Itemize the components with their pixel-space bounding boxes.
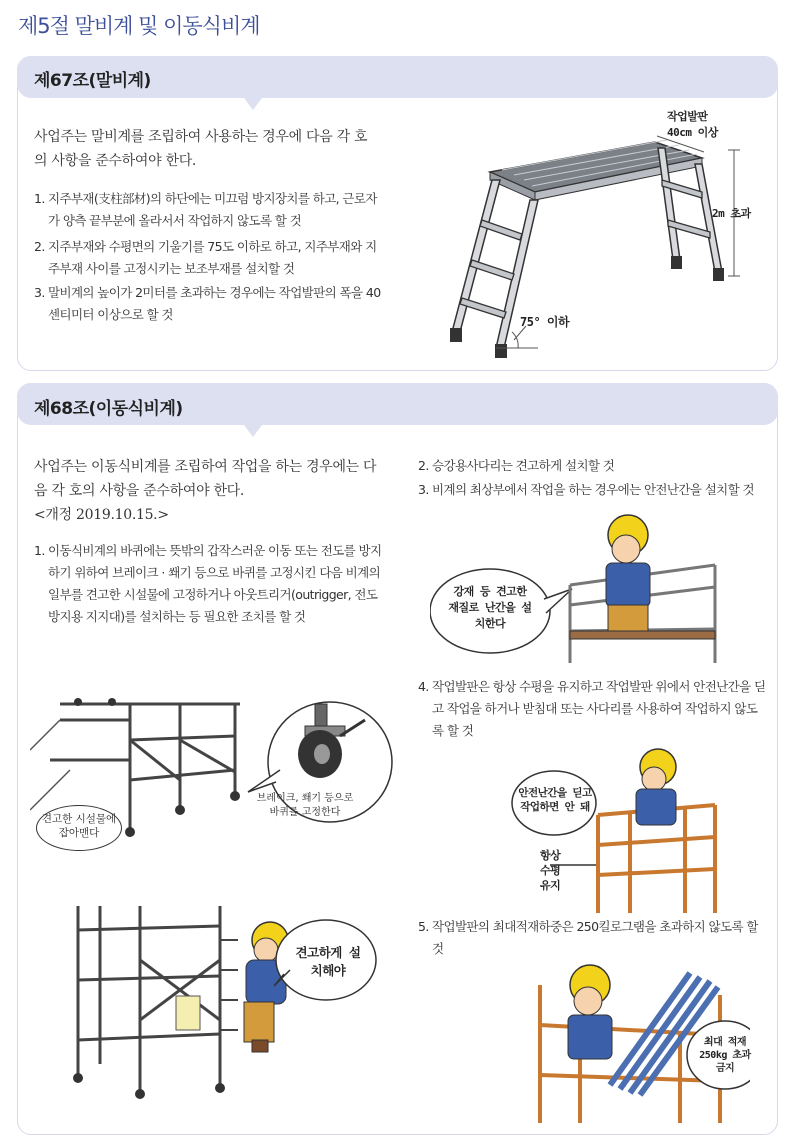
section-68-title: 제68조(이동식비계) — [34, 399, 183, 419]
item-number: 1. — [34, 191, 45, 206]
item-number: 3. — [418, 482, 429, 497]
item-number: 3. — [34, 285, 45, 300]
bubble-fixed-structure: 견고한 시설물에 잡아맨다 — [36, 805, 122, 851]
section-67-title: 제67조(말비계) — [34, 71, 151, 91]
section-67-header-pointer — [244, 98, 262, 110]
section-68-item-1 — [34, 540, 382, 628]
section-67-intro: 사업주는 말비계를 조립하여 사용하는 경우에 다음 각 호의 사항을 준수하여야 한다. — [34, 129, 368, 169]
item-text: 지주부재와 수평면의 기울기를 75도 이하로 하고, 지주부재와 지주부재 사이를 고정시키는 보조부재를 설치할 것 — [48, 239, 377, 276]
section-68-revision: <개정 2019.10.15.> — [34, 507, 169, 523]
item-text: 작업발판은 항상 수평을 유지하고 작업발판 위에서 안전난간을 딛고 작업을 하거나 받침대 또는 사다리를 사용하여 작업하지 않도록 할 것 — [432, 679, 766, 738]
item-number: 2. — [418, 458, 429, 473]
bubble-brake: 브레이크, 쐐기 등으로 바퀴를 고정한다 — [256, 793, 354, 818]
page-title: 제5절 말비계 및 이동식비계 — [18, 14, 260, 38]
item-text: 비계의 최상부에서 작업을 하는 경우에는 안전난간을 설치할 것 — [432, 482, 754, 497]
section-68-item-5 — [418, 916, 766, 960]
section-68-header-pointer — [244, 425, 262, 437]
section-68-item-3 — [418, 479, 766, 501]
section-67-item-3 — [34, 282, 382, 326]
item-text: 작업발판의 최대적재하중은 250킬로그램을 초과하지 않도록 할 것 — [432, 919, 758, 956]
item-number: 1. — [34, 543, 45, 558]
horse-scaffold-illustration — [440, 100, 770, 360]
item-text: 말비계의 높이가 2미터를 초과하는 경우에는 작업발판의 폭을 40센티미터 이상으로 할 것 — [48, 285, 381, 322]
bubble-railing: 강재 등 견고한 재질로 난간을 설치한다 — [448, 585, 532, 630]
bubble-no-railing: 안전난간을 딛고 작업하면 안 돼 — [518, 787, 592, 813]
section-67-item-2 — [34, 236, 382, 280]
ladder-illustration — [70, 900, 380, 1100]
section-68-intro: 사업주는 이동식비계를 조립하여 작업을 하는 경우에는 다음 각 호의 사항을 준수하여야 한다. — [34, 459, 377, 499]
bubble-ladder: 견고하게 설치해야 — [295, 945, 361, 978]
label-platform-width-1: 작업발판 — [667, 110, 708, 123]
item-number: 2. — [34, 239, 45, 254]
item-number: 4. — [418, 679, 429, 694]
label-platform-width-2: 40cm 이상 — [667, 126, 718, 139]
item-number: 5. — [418, 919, 429, 934]
item-text: 지주부재(支柱部材)의 하단에는 미끄럼 방지장치를 하고, 근로자가 양측 끝부분에 올라서서 작업하지 않도록 할 것 — [48, 191, 377, 228]
section-68-item-4 — [418, 676, 766, 742]
label-angle: 75° 이하 — [520, 315, 570, 329]
bubble-max-load: 최대 적재 250kg 초과 금지 — [699, 1037, 751, 1074]
item-text: 승강용사다리는 견고하게 설치할 것 — [432, 458, 615, 473]
section-67-item-1 — [34, 188, 382, 232]
label-level: 항상 수평 유지 — [540, 849, 561, 892]
item-text: 이동식비계의 바퀴에는 뜻밖의 갑작스러운 이동 또는 전도를 방지하기 위하여 브레이크 · 쐐기 등으로 바퀴를 고정시킨 다음 비계의 일부를 견고한 시설물에 고정하거나 아웃트리거(outrigger, 전도방지용 지지대)를 설치하는 등 필요한 조치를 할 것 — [48, 543, 382, 624]
label-height: 2m 초과 — [712, 207, 751, 220]
section-68-item-2 — [418, 455, 766, 477]
